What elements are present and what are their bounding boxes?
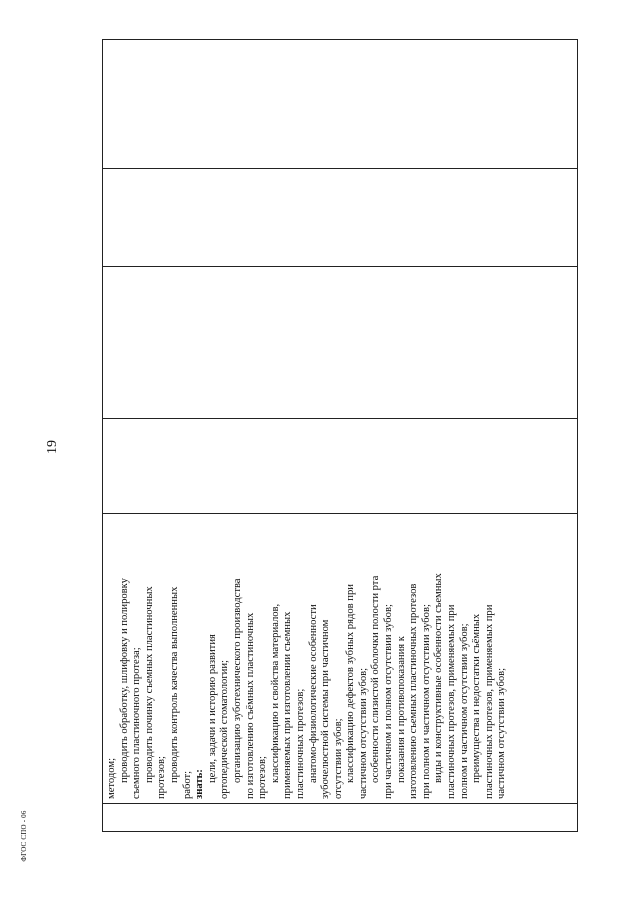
content-line: проводить контроль качества выполненных — [168, 586, 180, 783]
table-cell-content — [103, 514, 578, 804]
content-line: преимущества и недостатки съёмных — [471, 613, 483, 783]
content-text — [103, 514, 512, 803]
content-line: знать: — [194, 769, 206, 799]
content-line: цели, задачи и историю развития — [206, 634, 218, 783]
content-line: протезов; — [156, 756, 168, 799]
content-line: частичном отсутствии зубов; — [357, 667, 369, 799]
table-cell-index — [103, 804, 578, 832]
content-line: анатомо-физиологические особенности — [307, 604, 319, 783]
content-line: пластиночных протезов, применяемых при — [483, 604, 495, 799]
content-line: работ; — [181, 770, 193, 799]
table-cell-empty — [103, 40, 578, 169]
content-line: протезов; — [257, 756, 269, 799]
content-line: частичном отсутствии зубов; — [496, 667, 508, 799]
content-line: проводить обработку, шлифовку и полировку — [118, 578, 130, 783]
content-line: отсутствии зубов; — [332, 718, 344, 799]
content-line: по изготовлению съёмных пластиночных — [244, 612, 256, 799]
content-line: проводить починку съемных пластиночных — [143, 586, 155, 783]
content-line: пластиночных протезов, применяемых при — [446, 604, 458, 799]
content-line: изготовлению съемных пластиночных протезов — [408, 583, 420, 799]
content-line: показания и противопоказания к — [395, 636, 407, 783]
content-line: зубочелюстной системы при частичном — [320, 619, 332, 799]
content-line: виды и конструктивные особенности съемных — [433, 573, 445, 783]
content-line: особенности слизистой оболочки полости рта — [370, 575, 382, 783]
content-line: классификацию и свойства материалов, — [269, 603, 281, 783]
competency-table — [102, 39, 578, 832]
content-line: при частичном и полном отсутствии зубов; — [383, 604, 395, 799]
content-line: полном и частичном отсутствии зубов; — [458, 623, 470, 799]
content-line: организацию зуботехнического производства — [231, 578, 243, 783]
content-line: пластиночных протезов; — [294, 688, 306, 799]
content-line: применяемых при изготовлении съемных — [282, 611, 294, 799]
content-line: при полном и частичном отсутствии зубов; — [420, 604, 432, 799]
table-row — [103, 40, 578, 832]
footer-code: ФГОС СПО - 06 — [20, 810, 28, 862]
table-cell-empty — [103, 419, 578, 514]
page-number: 19 — [45, 440, 60, 454]
table-container — [102, 40, 578, 832]
content-line: классификацию дефектов зубных рядов при — [345, 584, 357, 783]
table-cell-empty — [103, 267, 578, 419]
content-line: ортопедической стоматологии; — [219, 660, 231, 799]
content-line: съемного пластиночного протеза; — [131, 647, 143, 799]
content-line: методом; — [106, 757, 117, 799]
table-cell-empty — [103, 169, 578, 267]
